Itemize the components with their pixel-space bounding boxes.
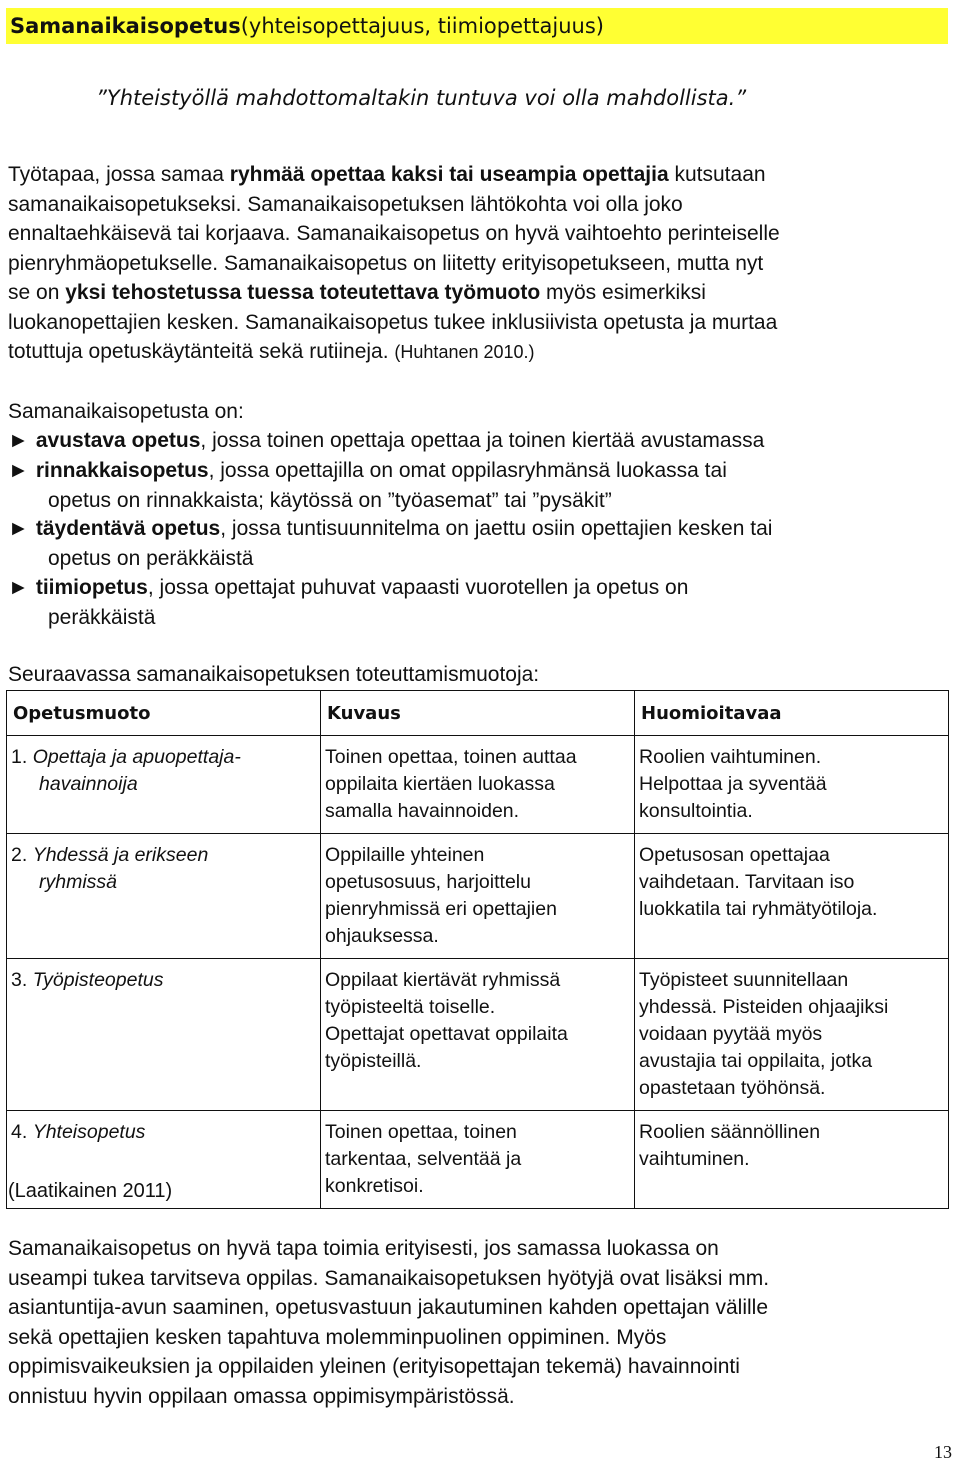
table-header-row [7, 691, 949, 736]
arrow-bullet-icon: ► [8, 517, 29, 540]
table-row [7, 959, 949, 1111]
description-text: pienryhmissä eri opettajien [325, 898, 557, 920]
note-text: Roolien vaihtuminen. [639, 746, 822, 768]
list-item [8, 456, 948, 515]
page-title: Samanaikaisopetus [10, 14, 241, 38]
intro-text: Työtapaa, jossa samaa [8, 163, 230, 186]
intro-text: ennaltaehkäisevä tai korjaava. Samanaikaisopetus on hyvä vaihtoehto perinteiselle [8, 222, 780, 245]
mode-name: Yhteisopetus [32, 1121, 146, 1143]
closing-text: Samanaikaisopetus on hyvä tapa toimia erityisesti, jos samassa luokassa on [8, 1237, 719, 1260]
closing-paragraph [8, 1234, 948, 1411]
header-opetusmuoto: Opetusmuoto [7, 691, 321, 736]
header-kuvaus: Kuvaus [321, 691, 635, 736]
description-cell [321, 1111, 635, 1209]
note-cell [635, 959, 949, 1111]
list-heading: Samanaikaisopetusta on: [8, 400, 244, 423]
list-text: , jossa tuntisuunnitelma on jaettu osiin opettajien kesken tai [220, 517, 773, 540]
description-text: Oppilaat kiertävät ryhmissä [325, 969, 561, 991]
row-number: 3. [11, 969, 33, 991]
description-text: opetusosuus, harjoittelu [325, 871, 531, 893]
mode-name: havainnoija [39, 773, 138, 795]
note-text: konsultointia. [639, 800, 753, 822]
mode-cell [7, 736, 321, 834]
note-cell [635, 834, 949, 959]
description-cell [321, 834, 635, 959]
description-text: Toinen opettaa, toinen auttaa [325, 746, 577, 768]
intro-emphasis: ryhmää opettaa kaksi tai useampia opettajia [229, 163, 669, 186]
mode-name: Yhdessä ja erikseen [32, 844, 209, 866]
description-text: ohjauksessa. [325, 925, 439, 947]
note-text: opastetaan työhönsä. [639, 1077, 826, 1099]
note-text: Roolien säännöllinen [639, 1121, 821, 1143]
description-text: työpisteeltä toiselle. [325, 996, 496, 1018]
mode-name: Työpisteopetus [32, 969, 164, 991]
note-text: Työpisteet suunnitellaan [639, 969, 849, 991]
row-number: 2. [11, 844, 33, 866]
note-text: luokkatila tai ryhmätyötiloja. [639, 898, 878, 920]
closing-text: onnistuu hyvin oppilaan omassa oppimisympäristössä. [8, 1384, 515, 1408]
list-term: avustava opetus [35, 429, 201, 452]
closing-text: oppimisvaikeuksien ja oppilaiden yleinen (erityisopettajan tekemä) havainnointi [8, 1355, 740, 1378]
table-row [7, 834, 949, 959]
mode-name: ryhmissä [39, 871, 118, 893]
list-item [8, 514, 948, 573]
list-text: , jossa opettajat puhuvat vapaasti vuorotellen ja opetus on [147, 576, 689, 599]
motto-quote: ”Yhteistyöllä mahdottomaltakin tuntuva voi olla mahdollista.” [96, 86, 747, 110]
mode-name: Opettaja ja apuopettaja- [32, 746, 241, 768]
mode-cell [7, 959, 321, 1111]
note-text: vaihtuminen. [639, 1148, 750, 1170]
closing-text: asiantuntija-avun saaminen, opetusvastuun jakautuminen kahden opettajan välille [8, 1296, 769, 1319]
table-row [7, 736, 949, 834]
list-term: täydentävä opetus [35, 517, 221, 540]
description-text: oppilaita kiertäen luokassa [325, 773, 555, 795]
page-number: 13 [934, 1442, 952, 1462]
list-text: opetus on peräkkäistä [48, 546, 254, 570]
intro-text: kutsutaan [668, 163, 766, 186]
mode-cell [7, 834, 321, 959]
modes-table [6, 690, 949, 1209]
list-item [8, 426, 948, 456]
header-huomioitavaa: Huomioitavaa [635, 691, 949, 736]
table-source: (Laatikainen 2011) [8, 1180, 173, 1202]
intro-paragraph [8, 160, 948, 368]
description-cell [321, 959, 635, 1111]
page-subtitle: (yhteisopettajuus, tiimiopettajuus) [240, 14, 604, 38]
list-text: , jossa opettajilla on omat oppilasryhmänsä luokassa tai [208, 459, 727, 482]
intro-text: se on [8, 281, 66, 304]
intro-text: myös esimerkiksi [540, 281, 706, 304]
closing-text: sekä opettajien kesken tapahtuva molemminpuolinen oppiminen. Myös [8, 1325, 667, 1349]
list-item [8, 573, 948, 632]
arrow-bullet-icon: ► [8, 429, 29, 452]
title-banner [6, 8, 948, 44]
list-text: , jossa toinen opettaja opettaa ja toinen kiertää avustamassa [200, 429, 765, 452]
description-text: konkretisoi. [325, 1175, 424, 1197]
note-text: yhdessä. Pisteiden ohjaajiksi [639, 996, 889, 1018]
list-text: peräkkäistä [48, 605, 156, 629]
description-text: Toinen opettaa, toinen [325, 1121, 517, 1143]
arrow-bullet-icon: ► [8, 576, 29, 599]
intro-emphasis: yksi tehostetussa tuessa toteutettava työmuoto [65, 281, 541, 304]
row-number: 4. [11, 1121, 33, 1143]
list-text: opetus on rinnakkaista; käytössä on ”työasemat” tai ”pysäkit” [48, 488, 612, 512]
note-cell [635, 1111, 949, 1209]
row-number: 1. [11, 746, 33, 768]
intro-text: samanaikaisopetukseksi. Samanaikaisopetuksen lähtökohta voi olla joko [8, 192, 683, 216]
description-text: Opettajat opettavat oppilaita [325, 1023, 568, 1045]
description-text: työpisteillä. [325, 1050, 422, 1072]
note-text: vaihdetaan. Tarvitaan iso [639, 871, 855, 893]
closing-text: useampi tukea tarvitseva oppilas. Samanaikaisopetuksen hyötyjä ovat lisäksi mm. [8, 1266, 770, 1290]
note-cell [635, 736, 949, 834]
note-text: voidaan pyytää myös [639, 1023, 823, 1045]
table-intro: Seuraavassa samanaikaisopetuksen toteuttamismuotoja: [8, 663, 540, 686]
description-cell [321, 736, 635, 834]
list-term: rinnakkaisopetus [35, 459, 209, 482]
description-text: samalla havainnoiden. [325, 800, 520, 822]
arrow-bullet-icon: ► [8, 459, 29, 482]
note-text: Helpottaa ja syventää [639, 773, 827, 795]
intro-text: totuttuja opetuskäytänteitä sekä rutiineja. [8, 340, 395, 363]
description-text: Oppilaille yhteinen [325, 844, 485, 866]
intro-text: luokanopettajien kesken. Samanaikaisopetus tukee inklusiivista opetusta ja murtaa [8, 310, 778, 334]
note-text: Opetusosan opettajaa [639, 844, 830, 866]
intro-text: pienryhmäopetukselle. Samanaikaisopetus on liitetty erityisopetukseen, mutta nyt [8, 251, 764, 275]
intro-citation: (Huhtanen 2010.) [394, 342, 535, 362]
description-text: tarkentaa, selventää ja [325, 1148, 522, 1170]
list-term: tiimiopetus [35, 576, 148, 599]
note-text: avustajia tai oppilaita, jotka [639, 1050, 873, 1072]
